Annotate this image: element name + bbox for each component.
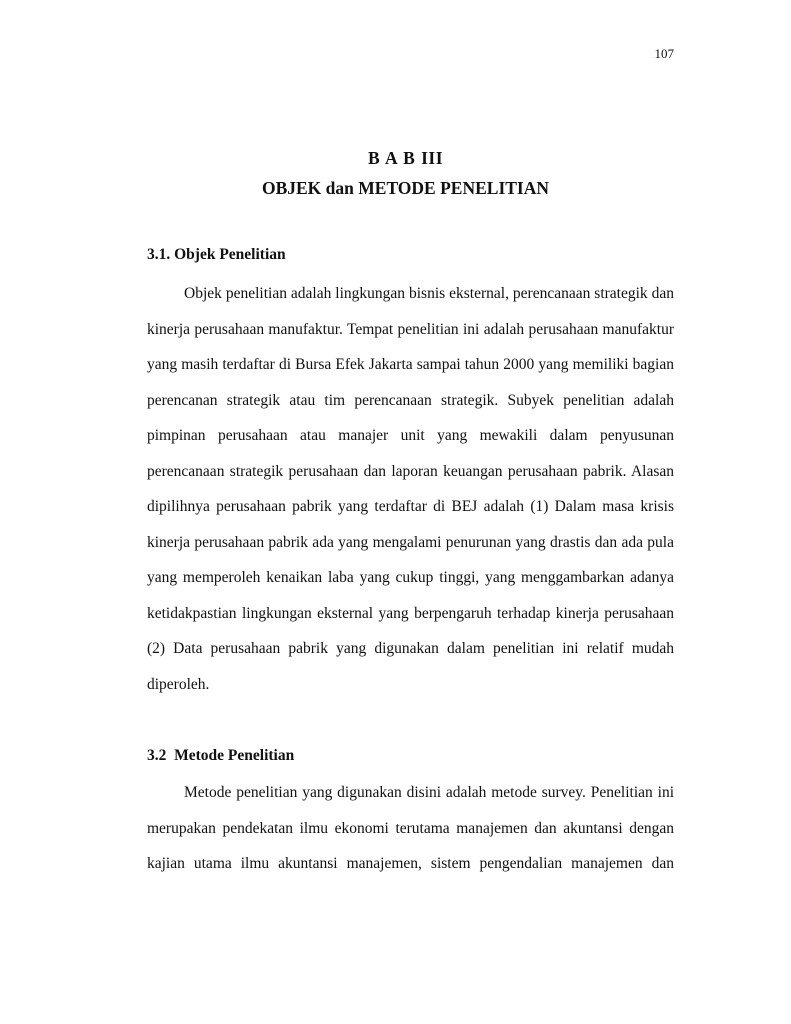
paragraph-line: pimpinan perusahaan atau manajer unit yang mewakili dalam penyusunan xyxy=(147,427,674,444)
paragraph-line: kinerja perusahaan pabrik ada yang mengalami penurunan yang drastis dan ada pula xyxy=(147,533,674,551)
section-body-objek-penelitian xyxy=(147,284,674,710)
paragraph-line: perencanaan strategik perusahaan dan laporan keuangan perusahaan pabrik. Alasan xyxy=(147,462,674,480)
paragraph-line: yang masih terdaftar di Bursa Efek Jakarta sampai tahun 2000 yang memiliki bagian xyxy=(147,356,674,373)
paragraph-line: (2) Data perusahaan pabrik yang digunakan dalam penelitian ini relatif mudah xyxy=(147,640,674,657)
paragraph-line: perencanan strategik atau tim perencanaan strategik. Subyek penelitian adalah xyxy=(147,391,674,409)
section-heading-objek-penelitian: 3.1. Objek Penelitian xyxy=(147,246,286,263)
section-heading-metode-penelitian: 3.2 Metode Penelitian xyxy=(147,747,295,764)
paragraph-line: Objek penelitian adalah lingkungan bisnis eksternal, perencanaan strategik dan xyxy=(184,285,674,302)
chapter-label: B A B III xyxy=(367,148,444,168)
paragraph-line: kajian utama ilmu akuntansi manajemen, sistem pengendalian manajemen dan xyxy=(147,855,674,872)
paragraph-line: merupakan pendekatan ilmu ekonomi terutama manajemen dan akuntansi dengan xyxy=(147,819,674,837)
paragraph-line: diperoleh. xyxy=(147,675,210,693)
section-body-metode-penelitian xyxy=(147,783,674,890)
paragraph-line: dipilihnya perusahaan pabrik yang terdaftar di BEJ adalah (1) Dalam masa krisis xyxy=(147,498,674,515)
paragraph-line: Metode penelitian yang digunakan disini adalah metode survey. Penelitian ini xyxy=(184,784,674,801)
paragraph-line: kinerja perusahaan manufaktur. Tempat penelitian ini adalah perusahaan manufaktur xyxy=(147,320,674,338)
page-number: 107 xyxy=(654,46,674,61)
paragraph-line: ketidakpastian lingkungan eksternal yang berpengaruh terhadap kinerja perusahaan xyxy=(147,604,674,622)
chapter-title: OBJEK dan METODE PENELITIAN xyxy=(261,178,550,198)
paragraph-line: yang memperoleh kenaikan laba yang cukup tinggi, yang menggambarkan adanya xyxy=(147,569,674,586)
